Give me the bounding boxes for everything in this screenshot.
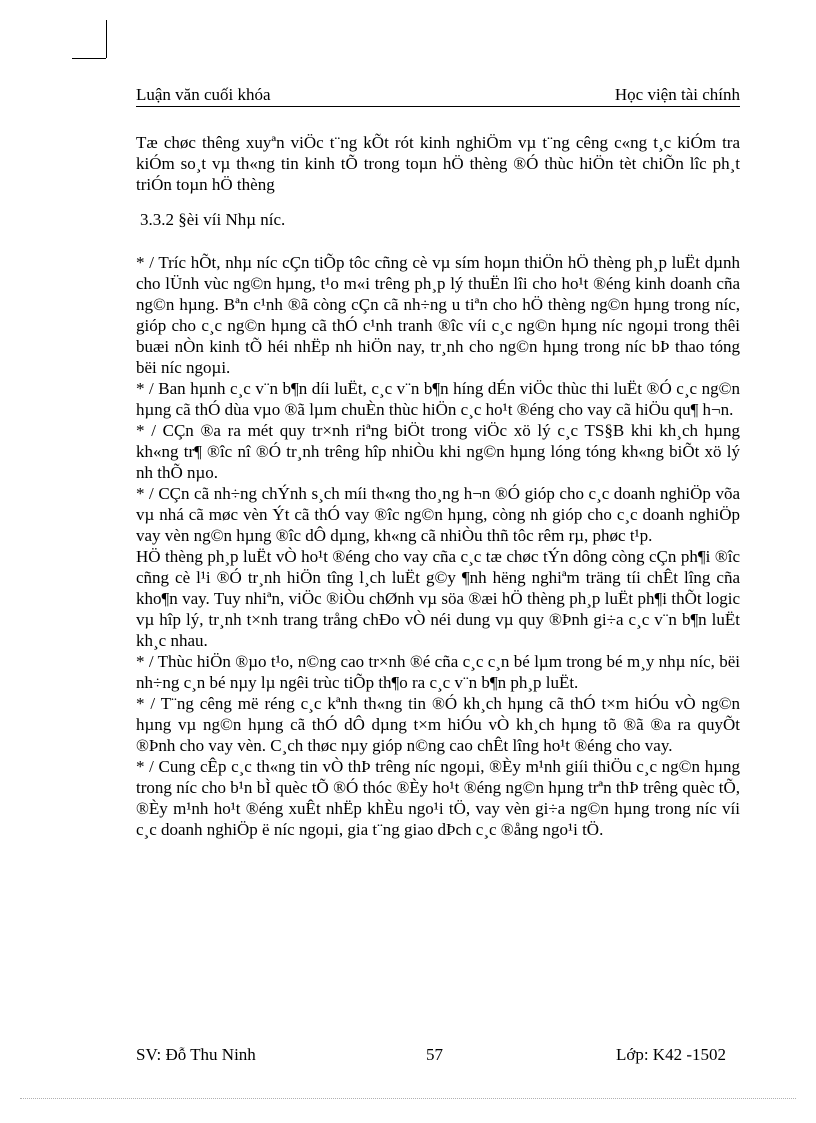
body-paragraph: * / Thùc hiÖn ®µo t¹o, n©ng cao tr×nh ®é cña c¸c c¸n bé lµm trong bé m¸y nhµ níc, bëi nh÷ng c¸n bé nµy lµ ngêi trùc tiÕp th¶o ra c¸c v¨n b¶n ph¸p luËt. (136, 652, 740, 692)
header-divider (136, 106, 740, 107)
header-institution: Học viện tài chính (614, 85, 740, 104)
page-body (136, 132, 740, 840)
body-paragraph: HÖ thèng ph¸p luËt vÒ ho¹t ®éng cho vay cña c¸c tæ chøc tÝn dông còng cÇn ph¶i ®îc cñng cè l¹i ®Ó tr¸nh hiÖn tîng l¸ch luËt g©y ¶nh hëng nghiªm träng tíi chÊt lîng cña kho¶n vay. Tuy nhiªn, viÖc ®iÒu chØnh vµ söa ®æi hÖ thèng ph¸p luËt ph¶i thÕt logic vµ hîp lý, tr¸nh t×nh trang trång chÐo vÒ néi dung vµ quy ®Þnh gi÷a c¸c v¨n b¶n luËt kh¸c nhau. (136, 547, 740, 650)
page-bottom-dotted-rule (20, 1098, 796, 1099)
crop-mark-vertical (106, 20, 107, 58)
intro-paragraph: Tæ chøc thêng xuyªn viÖc t¨ng kÕt rót kinh nghiÖm vµ t¨ng cêng c«ng t¸c kiÓm tra kiÓm so¸t vµ th«ng tin kinh tÕ trong toµn hÖ thèng ®Ó thùc hiÖn tèt chiÕn lîc ph¸t triÓn toµn hÖ thèng (136, 133, 740, 194)
body-paragraph: * / T¨ng cêng më réng c¸c kªnh th«ng tin ®Ó kh¸ch hµng cã thÓ t×m hiÓu vÒ ng©n hµng vµ ng©n hµng cã thÓ dÔ dµng t×m hiÓu vÒ kh¸ch hµng tõ ®ã ®a ra quyÕt ®Þnh cho vay vèn. C¸ch thøc nµy gióp n©ng cao chÊt lîng ho¹t ®éng cho vay. (136, 694, 740, 755)
footer-student-name: SV: Đỗ Thu Ninh (136, 1045, 256, 1064)
body-paragraph: * / Cung cÊp c¸c th«ng tin vÒ thÞ trêng níc ngoµi, ®Èy m¹nh giíi thiÖu c¸c ng©n hµng trong níc cho b¹n bÌ quèc tÕ ®Ó thóc ®Èy ho¹t ®éng ng©n hµng trªn thÞ trêng quèc tÕ, ®Èy m¹nh ho¹t ®éng xuÊt nhËp khÈu ngo¹i tÖ, vay vèn gi÷a ng©n hµng trong níc víi c¸c doanh nghiÖp ë níc ngoµi, gia t¨ng giao dÞch c¸c ®ång ngo¹i tÖ. (136, 757, 740, 839)
body-paragraph: * / CÇn cã nh÷ng chÝnh s¸ch míi th«ng tho¸ng h¬n ®Ó gióp cho c¸c doanh nghiÖp võa vµ nhá cã møc vèn Ýt cã thÓ vay ®îc ng©n hµng, còng nh gióp cho c¸c doanh nghiÖp vay vèn ng©n hµng ®îc dÔ dµng, kh«ng cã nhiÒu thñ tôc rêm rµ, phøc t¹p. (136, 484, 740, 545)
header-thesis-title: Luận văn cuối khóa (136, 85, 271, 104)
body-paragraph: * / Ban hµnh c¸c v¨n b¶n díi luËt, c¸c v¨n b¶n híng dÉn viÖc thùc thi luËt ®Ó c¸c ng©n hµng cã thÓ dùa vµo ®ã lµm chuÈn thùc hiÖn c¸c ho¹t ®éng cho vay cã hiÖu qu¶ h¬n. (136, 379, 740, 419)
section-heading: 3.3.2 §èi víi Nhµ níc. (140, 210, 286, 229)
body-paragraph: * / CÇn ®a ra mét quy tr×nh riªng biÖt trong viÖc xö lý c¸c TS§B khi kh¸ch hµng kh«ng tr¶ ®îc nî ®Ó tr¸nh trêng hîp nhiÒu khi ng©n hµng lóng tóng kh«ng biÕt xö lý nh thÕ nµo. (136, 421, 740, 482)
page-number: 57 (426, 1045, 443, 1064)
body-paragraph: * / Tríc hÕt, nhµ níc cÇn tiÕp tôc cñng cè vµ sím hoµn thiÖn hÖ thèng ph¸p luËt dµnh cho lÜnh vùc ng©n hµng, t¹o m«i trêng ph¸p lý thuËn lîi cho ho¹t ®éng kinh doanh cña ng©n hµng. Bªn c¹nh ®ã còng cÇn cã nh÷ng u tiªn cho hÖ thèng ng©n hµng trong níc, gióp cho c¸c ng©n hµng cã thÓ c¹nh tranh ®îc víi c¸c ng©n hµng níc ngoµi trong thêi buæi nÒn kinh tÕ héi nhËp nh hiÖn nay, tr¸nh cho ng©n hµng trong níc bÞ thao tóng bëi níc ngoµi. (136, 253, 740, 377)
crop-mark-horizontal (72, 58, 106, 59)
footer-class-code: Lớp: K42 -1502 (615, 1045, 726, 1064)
page-header (136, 84, 740, 106)
page-footer (136, 1044, 740, 1066)
